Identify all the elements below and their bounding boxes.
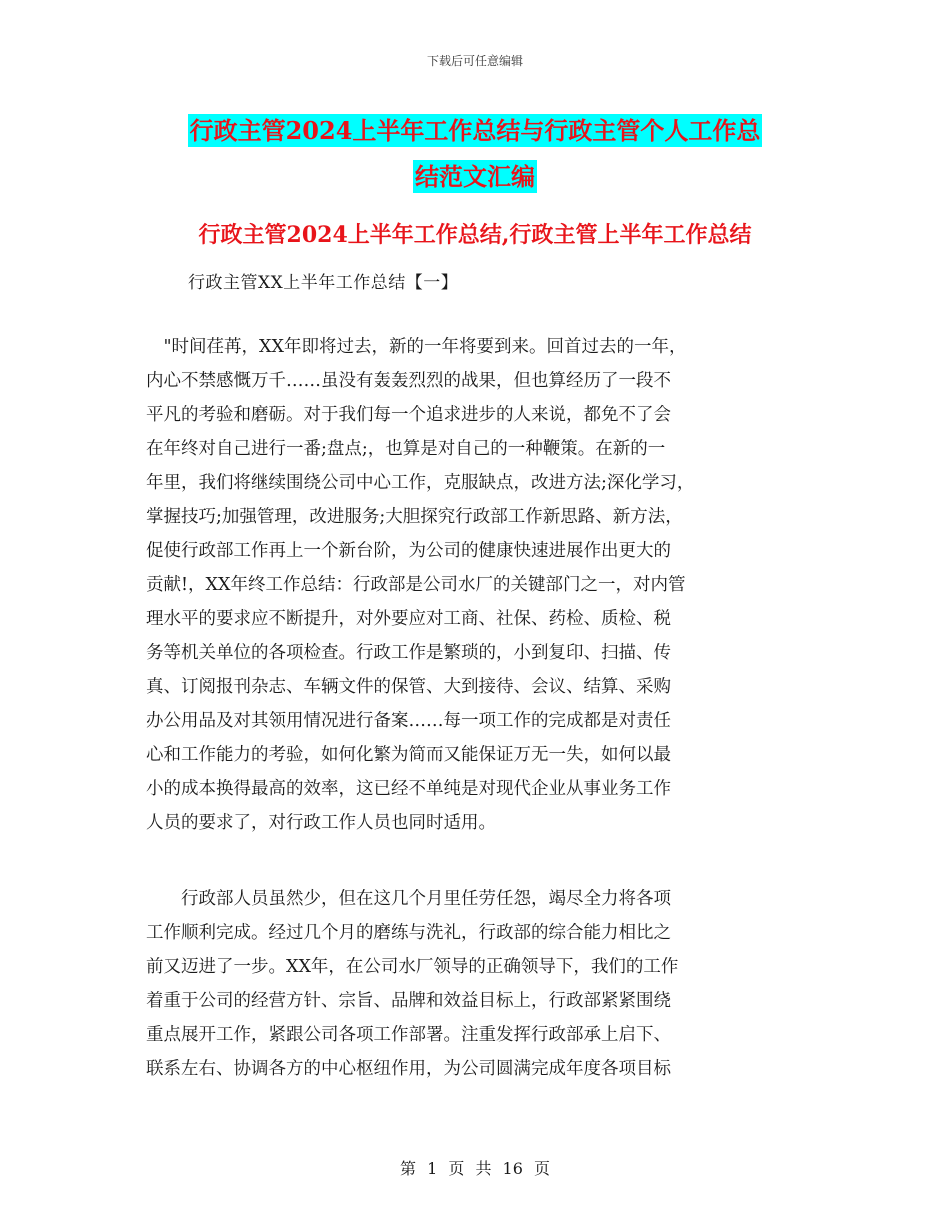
text-line: 心和工作能力的考验，如何化繁为简而又能保证万无一失，如何以最 bbox=[146, 745, 671, 765]
page-number: 第 1 页 共 16 页 bbox=[400, 1159, 550, 1178]
text-line: 办公用品及对其领用情况进行备案……每一项工作的完成都是对责任 bbox=[146, 711, 671, 731]
section-title: 行政主管2024上半年工作总结,行政主管上半年工作总结 bbox=[198, 222, 752, 248]
text-line: 平凡的考验和磨砺。对于我们每一个追求进步的人来说，都免不了会 bbox=[146, 405, 671, 425]
paragraph-2 bbox=[146, 882, 806, 1086]
text-line: 掌握技巧;加强管理，改进服务;大胆探究行政部工作新思路、新方法， bbox=[146, 507, 683, 527]
text-line: 重点展开工作，紧跟公司各项工作部署。注重发挥行政部承上启下、 bbox=[146, 1025, 671, 1045]
text-line: 人员的要求了，对行政工作人员也同时适用。 bbox=[146, 813, 496, 833]
text-line: 内心不禁感慨万千……虽没有轰轰烈烈的战果，但也算经历了一段不 bbox=[146, 371, 671, 391]
paragraph-1 bbox=[146, 330, 806, 840]
title-line-2: 结范文汇编 bbox=[415, 162, 535, 191]
text-line: 行政部人员虽然少，但在这几个月里任劳任怨，竭尽全力将各项 bbox=[146, 889, 671, 909]
text-line: 在年终对自己进行一番;盘点;，也算是对自己的一种鞭策。在新的一 bbox=[146, 439, 666, 459]
text-line: 前又迈进了一步。XX年，在公司水厂领导的正确领导下，我们的工作 bbox=[146, 957, 679, 977]
text-line: 着重于公司的经营方针、宗旨、品牌和效益目标上，行政部紧紧围绕 bbox=[146, 991, 671, 1011]
text-line: 贡献!，XX年终工作总结：行政部是公司水厂的关键部门之一，对内管 bbox=[146, 575, 686, 595]
text-line: 真、订阅报刊杂志、车辆文件的保管、大到接待、会议、结算、采购 bbox=[146, 677, 671, 697]
text-line: 促使行政部工作再上一个新台阶，为公司的健康快速进展作出更大的 bbox=[146, 541, 671, 561]
text-line: 务等机关单位的各项检查。行政工作是繁琐的，小到复印、扫描、传 bbox=[146, 643, 671, 663]
text-line: "时间荏苒，XX年即将过去，新的一年将要到来。回首过去的一年， bbox=[146, 337, 687, 357]
header-note: 下载后可任意编辑 bbox=[426, 54, 523, 68]
title-line-1: 行政主管2024上半年工作总结与行政主管个人工作总 bbox=[189, 116, 761, 145]
document-title bbox=[0, 108, 950, 200]
text-line: 联系左右、协调各方的中心枢纽作用，为公司圆满完成年度各项目标 bbox=[146, 1059, 671, 1079]
subheading: 行政主管XX上半年工作总结【一】 bbox=[188, 273, 459, 293]
text-line: 小的成本换得最高的效率，这已经不单纯是对现代企业从事业务工作 bbox=[146, 779, 671, 799]
text-line: 理水平的要求应不断提升，对外要应对工商、社保、药检、质检、税 bbox=[146, 609, 671, 629]
text-line: 工作顺利完成。经过几个月的磨练与洗礼，行政部的综合能力相比之 bbox=[146, 923, 671, 943]
text-line: 年里，我们将继续围绕公司中心工作，克服缺点，改进方法;深化学习， bbox=[146, 473, 695, 493]
